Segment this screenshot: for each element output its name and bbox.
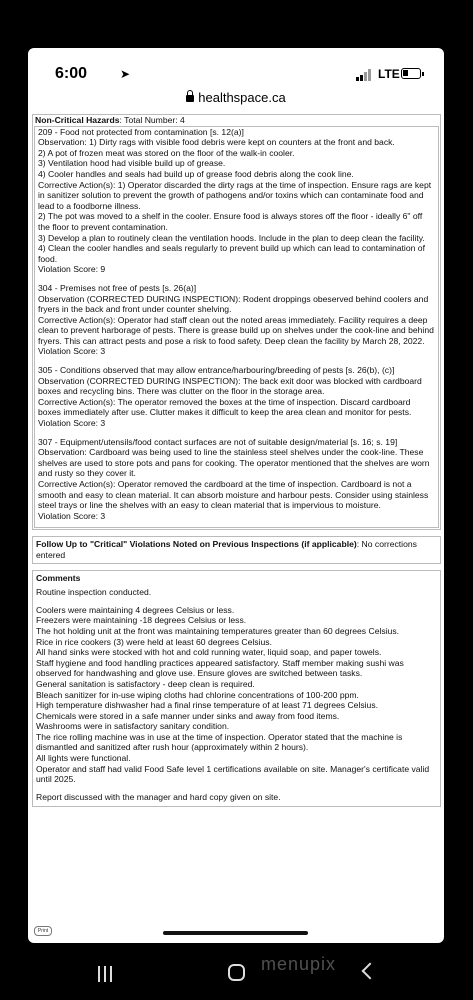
comments-section: [32, 570, 441, 808]
comment-line: All hand sinks were stocked with hot and cold running water, liquid soap, and paper towels.: [36, 647, 382, 658]
network-type: LTE: [378, 67, 400, 81]
comment-line: Staff hygiene and food handling practices appeared satisfactory. Staff member making sushi was observed for handwashing and glove use. Ensure gloves are switched between tasks.: [36, 657, 404, 679]
battery-icon: [401, 68, 421, 79]
spacer: [35, 521, 438, 527]
comment-line: General sanitation is satisfactory - deep clean is required.: [36, 678, 255, 689]
comment-outro: Report discussed with the manager and hard copy given on site.: [36, 791, 281, 802]
hazard-line: 4) Clean the cooler handles and seals regularly to prevent build up which can lead to contamination of food.: [38, 243, 425, 264]
hazard-line: Observation (CORRECTED DURING INSPECTION): The back exit door was blocked with cardboard boxes and recycling bins. There was clutter on the floor in the storage area.: [38, 375, 422, 397]
spacer: [35, 357, 438, 365]
hazard-item-209: [35, 127, 438, 275]
comment-line: The rice rolling machine was in use at the time of inspection. Operator stated that the machine is dismantled and sanitized after rush hour (approximately within 2 hours).: [36, 731, 403, 753]
hazard-line: Corrective Action(s): The operator removed the boxes at the time of inspection. Discard cardboard boxes immediately after use. Clutter makes it difficult to keep the area clean and monitor for pests.: [38, 396, 412, 418]
comment-line: Operator and staff had valid Food Safe level 1 certifications available on site. Manager's certificate valid until 2025.: [36, 763, 430, 785]
hazard-line: Corrective Action(s): Operator had staff clean out the noted areas immediately. Facility requires a deep clean to prevent harborage of pests. There is grease build up on shelves under the cook-line and behind fryers. This can attract pests and pose a risk to food safety. Deep clean the facility by March 28, 2022.: [38, 314, 434, 346]
hazard-line: Observation (CORRECTED DURING INSPECTION): Rodent droppings obeserved behind coolers and fryers in the back and front under counter shelving.: [38, 293, 429, 315]
followup-section: [32, 536, 441, 563]
location-arrow-icon: ➤: [120, 67, 131, 81]
hazard-line: 3) Ventilation hood had visible build up of grease.: [38, 158, 226, 169]
hazard-line: 305 - Conditions observed that may allow entrance/harbouring/breeding of pests [s. 26(b), (c)]: [38, 365, 395, 376]
comment-line: Freezers were maintaining -18 degrees Celsius or less.: [36, 615, 247, 626]
hazard-line: 2) The pot was moved to a shelf in the cooler. Ensure food is always stores off the floor - ideally 6" off the floor to prevent contamination.: [38, 211, 423, 232]
status-time: 6:00: [55, 65, 88, 82]
url-text: healthspace.ca: [198, 90, 286, 105]
home-indicator[interactable]: [163, 931, 308, 935]
hazard-line: Observation: 1) Dirty rags with visible food debris were kept on counters at the front and back.: [38, 137, 395, 148]
home-icon[interactable]: [228, 964, 245, 981]
hazard-line: Corrective Action(s): 1) Operator discarded the dirty rags at the time of inspection. Ensure rags are kept in sanitizer solution to prevent the growth of pathogens and/or toxins which can contaminate food and lead to a foodborne illness.: [38, 179, 432, 211]
violation-score: Violation Score: 9: [38, 264, 106, 275]
followup-text: : No corrections entered: [36, 539, 417, 560]
hazards-header: [33, 115, 440, 126]
violation-score: Violation Score: 3: [38, 510, 106, 521]
hazard-line: 4) Cooler handles and seals had build up of grease food debris along the cook line.: [38, 168, 354, 179]
hazard-line: 2) A pot of frozen meat was stored on the floor of the walk-in cooler.: [38, 147, 295, 158]
spacer: [36, 598, 437, 605]
spacer: [35, 275, 438, 283]
comments-heading: Comments: [36, 572, 81, 583]
comment-line: Chemicals were stored in a safe manner under sinks and away from food items.: [36, 710, 340, 721]
hazard-line: 3) Develop a plan to routinely clean the ventilation hoods. Include in the plan to deep clean the facility.: [38, 232, 425, 243]
comment-line: Bleach sanitizer for in-use wiping cloths had chlorine concentrations of 100-200 ppm.: [36, 689, 359, 700]
watermark-text: menupix: [261, 954, 337, 974]
hazard-line: Observation: Cardboard was being used to line the stainless steel shelves under the cook-line. These shelves are used to store pots and pans for cooking. The operator mentioned that the shelves are worn and rusty so they cover it.: [38, 447, 430, 479]
hazard-line: 307 - Equipment/utensils/food contact surfaces are not of suitable design/material [s. 16; s. 19]: [38, 436, 398, 447]
comment-line: The hot holding unit at the front was maintaining temperatures greater than 60 degrees Celsius.: [36, 625, 400, 636]
hazard-item-307: [35, 437, 438, 522]
comment-intro: Routine inspection conducted.: [36, 587, 152, 598]
back-icon[interactable]: [362, 963, 379, 980]
hazard-line: 304 - Premises not free of pests [s. 26(a)]: [38, 282, 197, 293]
non-critical-hazards-section: [32, 114, 441, 530]
spacer: [36, 785, 437, 792]
android-nav-bar: [0, 950, 473, 1000]
signal-icon: [356, 69, 374, 81]
comment-line: High temperature dishwasher had a final rinse temperature of at least 71 degrees Celsius.: [36, 700, 379, 711]
inspection-report: [30, 114, 443, 807]
address-bar[interactable]: [28, 90, 444, 112]
hazard-line: 209 - Food not protected from contamination [s. 12(a)]: [38, 126, 244, 137]
comment-line: Washrooms were in satisfactory sanitary condition.: [36, 721, 230, 732]
lock-icon: [186, 95, 194, 102]
phone-screen: [28, 48, 444, 974]
hazard-line: Corrective Action(s): Operator removed the cardboard at the time of inspection. Cardboard is not a smooth and easy to clean material. It can absorb moisture and harbour pests. Consider using stainless steel trays or line the shelves with an easy to clean material that is impervious to moisture.: [38, 479, 429, 511]
followup-heading: Follow Up to "Critical" Violations Noted on Previous Inspections (if applicable): [36, 539, 357, 550]
hazards-list: [34, 126, 439, 529]
hazards-heading: Non-Critical Hazards: [35, 115, 120, 125]
hazards-total: : Total Number: 4: [119, 115, 185, 125]
violation-score: Violation Score: 3: [38, 418, 106, 429]
recent-apps-icon[interactable]: [96, 966, 114, 982]
comment-line: Rice in rice cookers (3) were held at least 60 degrees Celsius.: [36, 636, 272, 647]
spacer: [35, 429, 438, 437]
comment-line: Coolers were maintaining 4 degrees Celsius or less.: [36, 604, 235, 615]
hazard-item-304: [35, 283, 438, 357]
violation-score: Violation Score: 3: [38, 346, 106, 357]
comment-line: All lights were functional.: [36, 753, 131, 764]
hazard-item-305: [35, 365, 438, 429]
print-button[interactable]: Print: [34, 926, 52, 936]
battery-tip: [422, 72, 424, 76]
comments-body: [36, 587, 437, 802]
